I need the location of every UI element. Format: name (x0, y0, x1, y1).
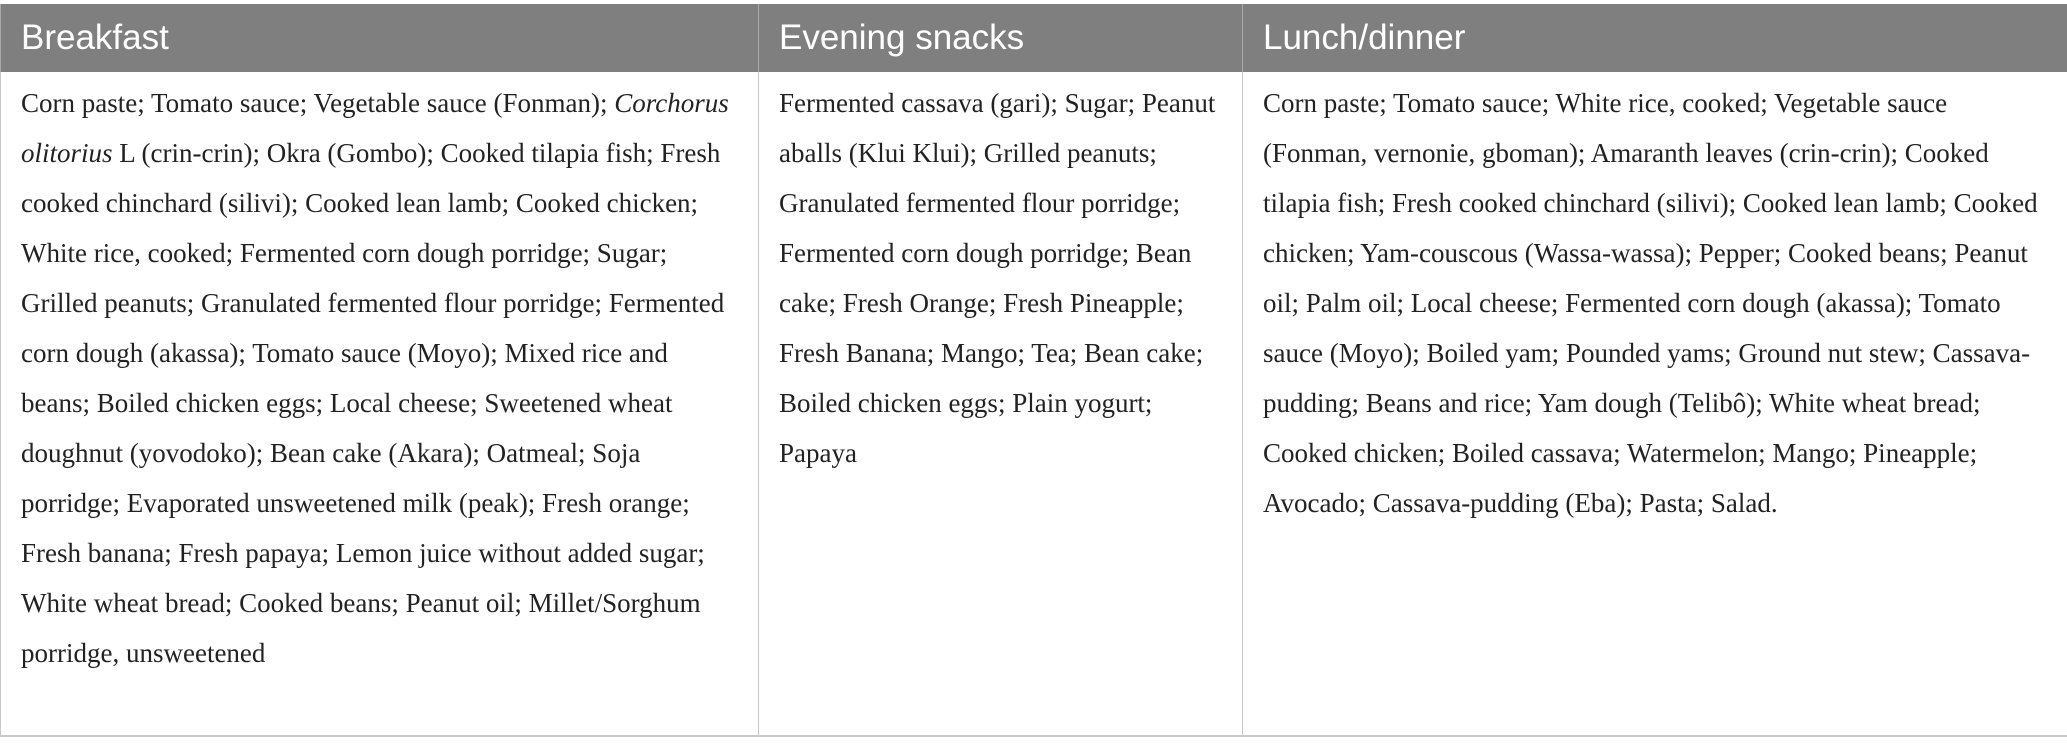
breakfast-text-rest: L (crin-crin); Okra (Gombo); Cooked tilapia fish; Fresh cooked chinchard (silivi); Cooked lean lamb; Cooked chicken; White rice, cooked; Fermented corn dough porridge; Sugar; Grilled peanuts; Granulated fermented flour porridge; Fermented corn dough (akassa); Tomato sauce (Moyo); Mixed rice and beans; Boiled chicken eggs; Local cheese; Sweetened wheat doughnut (yovodoko); Bean cake (Akara); Oatmeal; Soja porridge; Evaporated unsweetened milk (peak); Fresh orange; Fresh banana; Fresh papaya; Lemon juice without added sugar; White wheat bread; Cooked beans; Peanut oil; Millet/Sorghum porridge, unsweetened (21, 138, 725, 668)
meal-foods-table (0, 4, 2067, 737)
cell-breakfast (1, 72, 759, 736)
cell-evening-snacks: Fermented cassava (gari); Sugar; Peanut aballs (Klui Klui); Grilled peanuts; Granulated fermented flour porridge; Fermented corn dough porridge; Bean cake; Fresh Orange; Fresh Pineapple; Fresh Banana; Mango; Tea; Bean cake; Boiled chicken eggs; Plain yogurt; Papaya (759, 72, 1243, 736)
header-lunch-dinner: Lunch/dinner (1243, 4, 2067, 72)
header-breakfast: Breakfast (1, 4, 759, 72)
table-header (1, 4, 2067, 72)
cell-lunch-dinner: Corn paste; Tomato sauce; White rice, cooked; Vegetable sauce (Fonman, vernonie, gboman); Amaranth leaves (crin-crin); Cooked tilapia fish; Fresh cooked chinchard (silivi); Cooked lean lamb; Cooked chicken; Yam-couscous (Wassa-wassa); Pepper; Cooked beans; Peanut oil; Palm oil; Local cheese; Fermented corn dough (akassa); Tomato sauce (Moyo); Boiled yam; Pounded yams; Ground nut stew; Cassava-pudding; Beans and rice; Yam dough (Telibô); White wheat bread; Cooked chicken; Boiled cassava; Watermelon; Mango; Pineapple; Avocado; Cassava-pudding (Eba); Pasta; Salad. (1243, 72, 2067, 736)
breakfast-text-start: Corn paste; Tomato sauce; Vegetable sauce (Fonman); (21, 88, 615, 118)
table-row (1, 72, 2067, 736)
breakfast-species-name: Corchorus olitorius (21, 88, 729, 168)
header-evening-snacks: Evening snacks (759, 4, 1243, 72)
header-row (1, 4, 2067, 72)
table-body (1, 72, 2067, 736)
